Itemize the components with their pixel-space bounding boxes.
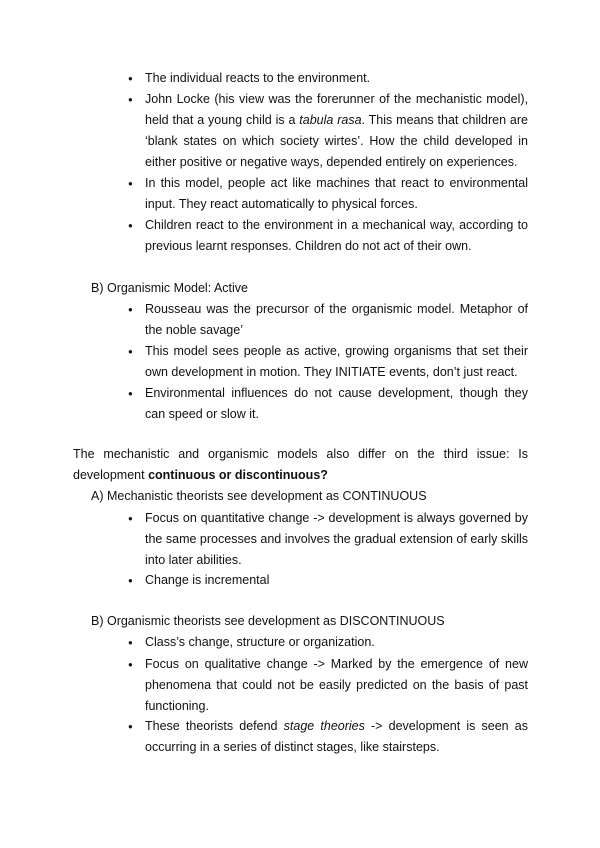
bullet-stage-theories: ● These theorists defend stage theories -> development is seen as occurring in a series of distinct stages, like stairsteps. <box>145 716 528 758</box>
heading-discontinuous: B) Organismic theorists see development as DISCONTINUOUS <box>91 614 445 628</box>
bullet-incremental: ● Change is incremental <box>145 570 528 591</box>
bullet-quantitative-change: ● Focus on quantitative change -> development is always governed by the same processes and involves the gradual extension of early skills into later abilities. <box>145 508 528 571</box>
heading-organismic-model: B) Organismic Model: Active <box>91 281 248 295</box>
bullet-qualitative-change: ● Focus on qualitative change -> Marked by the emergence of new phenomena that could not be easily predicted on the basis of past functioning. <box>145 654 528 717</box>
heading-continuous: A) Mechanistic theorists see development as CONTINUOUS <box>91 489 427 503</box>
bullet-rousseau: ● Rousseau was the precursor of the organismic model. Metaphor of the noble savage’ <box>145 299 528 341</box>
paragraph-third-issue: The mechanistic and organismic models also differ on the third issue: Is development continuous or discontinuous? <box>73 444 528 486</box>
bullet-john-locke: ● John Locke (his view was the forerunner of the mechanistic model), held that a young child is a tabula rasa. This means that children are ‘blank states on which society wirtes’. How the child developed in either positive or negative ways, depended entirely on experiences. <box>145 89 528 173</box>
bullet-active-organisms: ● This model sees people as active, growing organisms that set their own development in motion. They INITIATE events, don’t just react. <box>145 341 528 383</box>
bullet-environmental-influences: ● Environmental influences do not cause development, though they can speed or slow it. <box>145 383 528 425</box>
bullet-reacts-environment: ● The individual reacts to the environment. <box>145 68 528 89</box>
bullet-machines: ● In this model, people act like machines that react to environmental input. They react automatically to physical forces. <box>145 173 528 215</box>
bullet-class-change: ● Class’s change, structure or organization. <box>145 632 528 653</box>
continuous-question: continuous or discontinuous? <box>148 468 328 482</box>
bullet-mechanical-way: ● Children react to the environment in a mechanical way, according to previous learnt responses. Children do not act of their own. <box>145 215 528 257</box>
tabula-rasa-term: tabula rasa <box>299 113 362 127</box>
stage-theories-term: stage theories <box>283 719 365 733</box>
third-issue-line1: The mechanistic and organismic models also differ on the third issue: Is <box>73 447 528 461</box>
